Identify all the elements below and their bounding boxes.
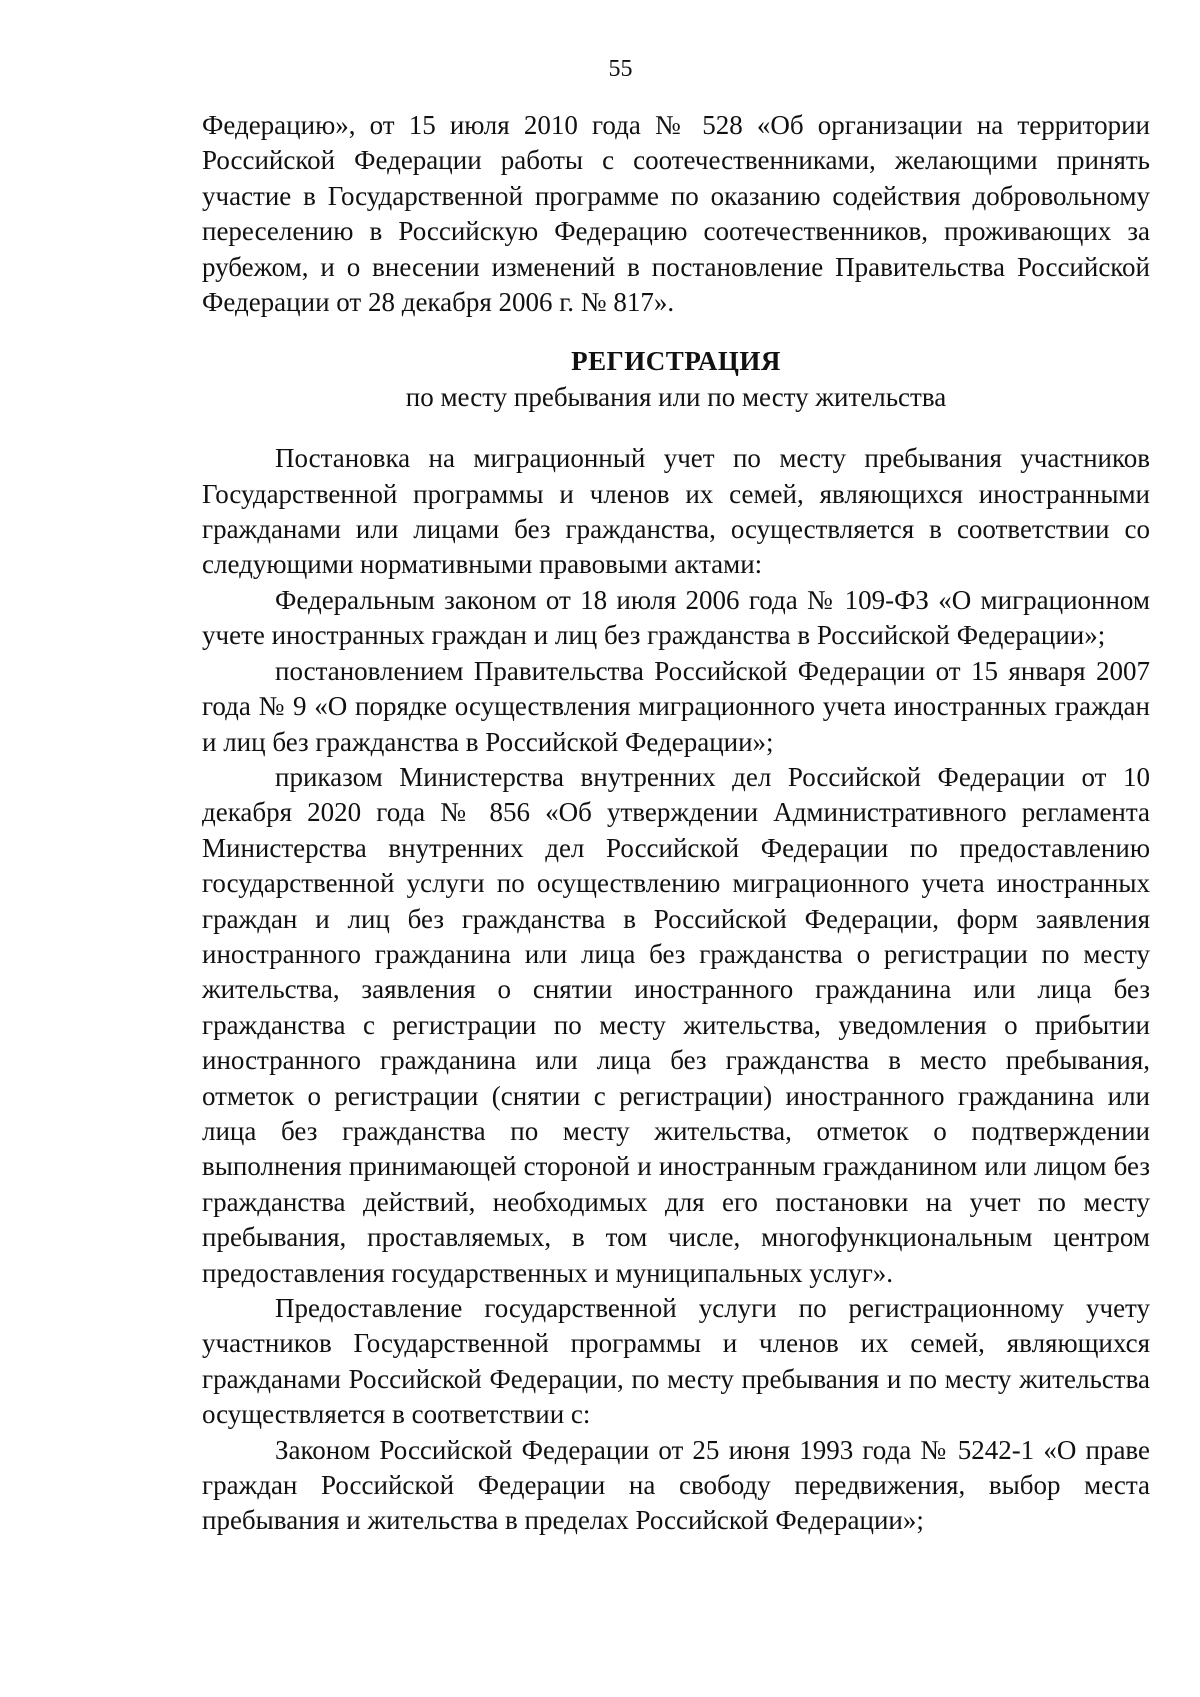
intro-paragraph: Федерацию», от 15 июля 2010 года № 528 «Об организации на территории Российской Федерации работы с соотечественниками, желающими принять участие в Государственной программе по оказанию содействия добровольному переселению в Российскую Федерацию соотечественников, проживающих за рубежом, и о внесении изменений в постановление Правительства Российской Федерации от 28 декабря 2006 г. № 817».	[202, 110, 1150, 318]
page-number: 55	[608, 56, 633, 82]
paragraph-government-decree-9: постановлением Правительства Российской Федерации от 15 января 2007 года № 9 «О порядке осуществления миграционного учета иностранных граждан и лиц без гражданства в Российской Федерации»;	[202, 655, 1150, 757]
paragraph-citizens-registration: Предоставление государственной услуги по регистрационному учету участников Государственной программы и членов их семей, являющихся гражданами Российской Федерации, по месту пребывания и по месту жительства осуществляется в соответствии с:	[202, 1293, 1150, 1430]
document-body	[202, 108, 1150, 1539]
paragraph-law-5242-1: Законом Российской Федерации от 25 июня 1993 года № 5242-1 «О праве граждан Российской Федерации на свободу передвижения, выбор места пребывания и жительства в пределах Российской Федерации»;	[202, 1434, 1150, 1536]
section-subtitle: по месту пребывания или по месту жительства	[405, 381, 947, 412]
paragraph-mvd-order-856: приказом Министерства внутренних дел Российской Федерации от 10 декабря 2020 года № 856 «Об утверждении Административного регламента Министерства внутренних дел Российской Федерации по предоставлению государственной услуги по осуществлению миграционного учета иностранных граждан и лиц без гражданства в Российской Федерации, форм заявления иностранного гражданина или лица без гражданства о регистрации по месту жительства, заявления о снятии иностранного гражданина или лица без гражданства с регистрации по месту жительства, уведомления о прибытии иностранного гражданина или лица без гражданства в место пребывания, отметок о регистрации (снятии с регистрации) иностранного гражданина или лица без гражданства по месту жительства, отметок о подтверждении выполнения принимающей стороной и иностранным гражданином или лицом без гражданства действий, необходимых для его постановки на учет по месту пребывания, проставляемых, в том числе, многофункциональным центром предоставления государственных и муниципальных услуг».	[202, 761, 1150, 1288]
paragraph-federal-law-109: Федеральным законом от 18 июля 2006 года № 109-ФЗ «О миграционном учете иностранных граждан и лиц без гражданства в Российской Федерации»;	[202, 584, 1150, 651]
section-title: РЕГИСТРАЦИЯ	[571, 346, 781, 377]
paragraph-migration-registration: Постановка на миграционный учет по месту пребывания участников Государственной программы и членов их семей, являющихся иностранными гражданами или лицами без гражданства, осуществляется в соответствии со следующими нормативными правовыми актами:	[202, 443, 1150, 580]
